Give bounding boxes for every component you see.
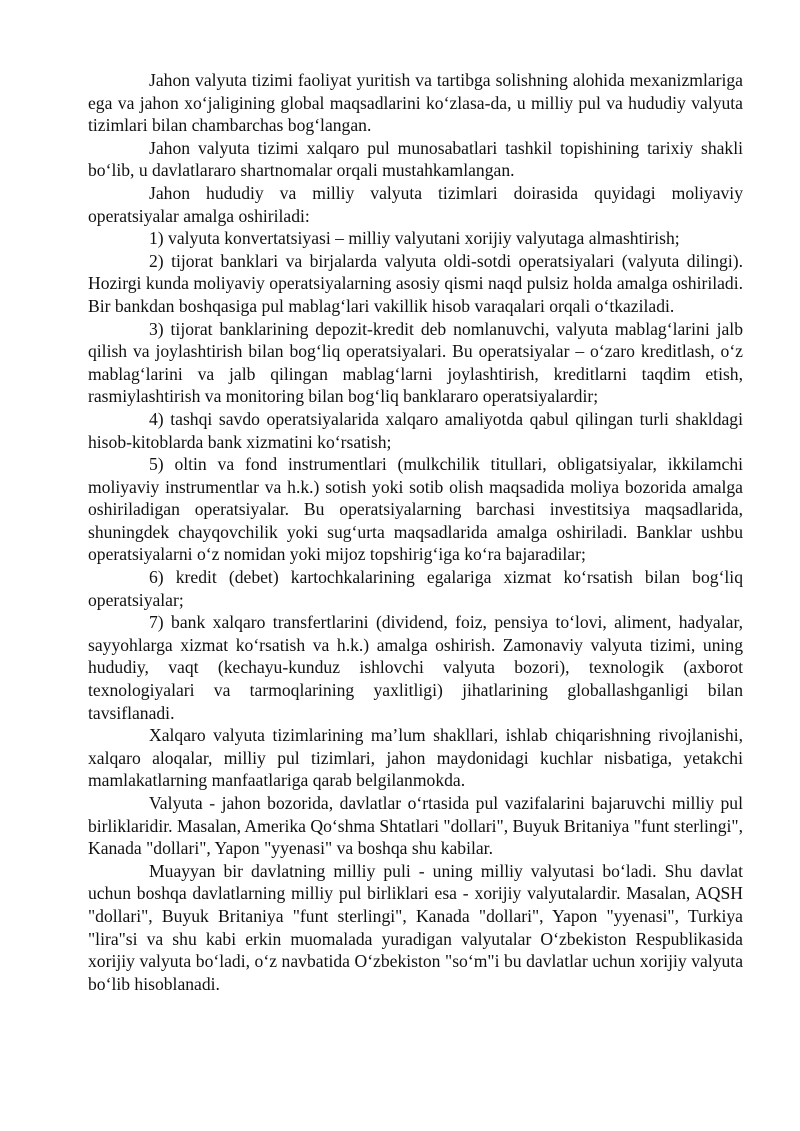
paragraph: Jahon valyuta tizimi xalqaro pul munosabatlari tashkil topishining tarixiy shakli bo‘lib, u davlatlararo shartnomalar orqali mustahkamlangan. [88,137,743,181]
list-item: 5) oltin va fond instrumentlari (mulkchilik titullari, obligatsiyalar, ikkilamchi moliyaviy instrumentlar va h.k.) sotish yoki sotib olish maqsadida moliya bozorida amalga oshiriladigan operatsiyalar. Bu operatsiyalarning barchasi investitsiya maqsadlarida, shuningdek chayqovchilik yoki sug‘urta maqsadlarida amalga oshiriladi. Banklar ushbu operatsiyalarni o‘z nomidan yoki mijoz topshirig‘iga ko‘ra bajaradilar; [88,454,743,565]
list-item: 1) valyuta konvertatsiyasi – milliy valyutani xorijiy valyutaga almashtirish; [149,228,680,249]
list-item: 3) tijorat banklarining depozit-kredit deb nomlanuvchi, valyuta mablag‘larini jalb qilish va joylashtirish bilan bog‘liq operatsiyalari. Bu operatsiyalar – o‘zaro kreditlash, o‘z mablag‘larini va jalb qilingan mablag‘larni joylashtirish, kreditlarni taqdim etish, rasmiylashtirish va monitoring bilan bog‘liq banklararo operatsiyalardir; [88,318,743,407]
paragraph: Muayyan bir davlatning milliy puli - uning milliy valyutasi bo‘ladi. Shu davlat uchun boshqa davlatlarning milliy pul birliklari esa - xorijiy valyutalardir. Masalan, AQSH "dollari", Buyuk Britaniya "funt sterlingi", Kanada "dollari", Yapon "yyenasi", Turkiya "lira"si va shu kabi erkin muomalada yuradigan valyutalar O‘zbekiston Respublikasida xorijiy valyuta bo‘ladi, o‘z navbatida O‘zbekiston "so‘m"i bu davlatlar uchun xorijiy valyuta bo‘lib hisoblanadi. [88,860,743,994]
paragraph: Xalqaro valyuta tizimlarining ma’lum shakllari, ishlab chiqarishning rivojlanishi, xalqaro aloqalar, milliy pul tizimlari, jahon maydonidagi kuchlar nisbatiga, yetakchi mamlakatlarning manfaatlariga qarab belgilanmokda. [88,725,743,791]
document-body [88,69,743,995]
paragraph: Jahon hududiy va milliy valyuta tizimlari doirasida quyidagi moliyaviy operatsiyalar amalga oshiriladi: [88,182,743,226]
list-item: 7) bank xalqaro transfertlarini (dividend, foiz, pensiya to‘lovi, aliment, hadyalar, sayyohlarga xizmat ko‘rsatish va h.k.) amalga oshirish. Zamonaviy valyuta tizimi, uning hududiy, vaqt (kechayu-kunduz ishlovchi valyuta bozori), texnologik (axborot texnologiyalari va tarmoqlarining yaxlitligi) jihatlarining globallashganligi bilan tavsiflanadi. [88,612,743,723]
list-item: 2) tijorat banklari va birjalarda valyuta oldi-sotdi operatsiyalari (valyuta dilingi). Hozirgi kunda moliyaviy operatsiyalarning asosiy qismi naqd pulsiz holda amalga oshiriladi. Bir bankdan boshqasiga pul mablag‘lari vakillik hisob varaqalari orqali o‘tkaziladi. [88,250,743,316]
paragraph: Jahon valyuta tizimi faoliyat yuritish va tartibga solishning alohida mexanizmlariga ega va jahon xo‘jaligining global maqsadlarini ko‘zlasa-da, u milliy pul va hududiy valyuta tizimlari bilan chambarchas bog‘langan. [88,70,743,136]
paragraph: Valyuta - jahon bozorida, davlatlar o‘rtasida pul vazifalarini bajaruvchi milliy pul birliklaridir. Masalan, Amerika Qo‘shma Shtatlari "dollari", Buyuk Britaniya "funt sterlingi", Kanada "dollari", Yapon "yyenasi" va boshqa shu kabilar. [88,793,743,859]
list-item: 4) tashqi savdo operatsiyalarida xalqaro amaliyotda qabul qilingan turli shakldagi hisob-kitoblarda bank xizmatini ko‘rsatish; [88,408,743,452]
list-item: 6) kredit (debet) kartochkalarining egalariga xizmat ko‘rsatish bilan bog‘liq operatsiyalar; [88,567,743,610]
